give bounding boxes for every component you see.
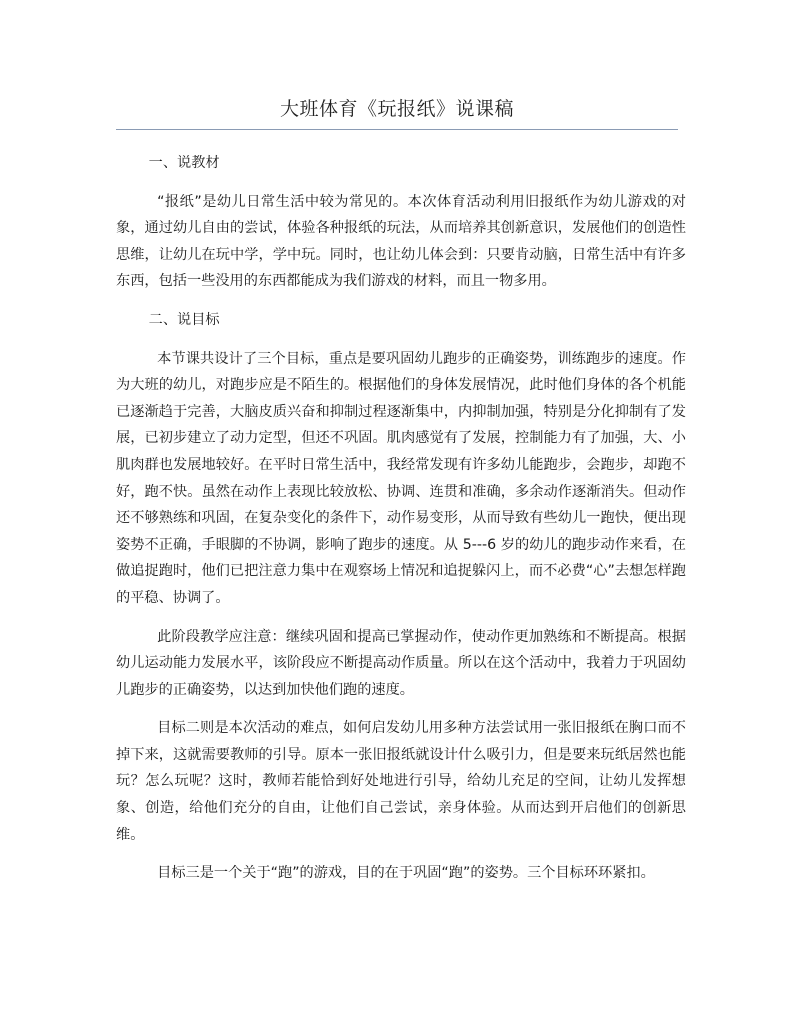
paragraph: 目标二则是本次活动的难点，如何启发幼儿用多种方法尝试用一张旧报纸在胸口而不掉下来，这就需要教师的引导。原本一张旧报纸就设计什么吸引力，但是要来玩纸居然也能玩？怎么玩呢？这时，教师若能恰到好处地进行引导，给幼儿充足的空间，让幼儿发挥想象、创造，给他们充分的自由，让他们自己尝试，亲身体验。从而达到开启他们的创新思维。 xyxy=(116,720,686,843)
title-divider xyxy=(116,129,678,130)
section-heading: 二、说目标 xyxy=(148,311,220,328)
document-title: 大班体育《玩报纸》说课稿 xyxy=(279,98,514,120)
paragraph: 此阶段教学应注意：继续巩固和提高已掌握动作，使动作更加熟练和不断提高。根据幼儿运动能力发展水平，该阶段应不断提高动作质量。所以在这个活动中，我着力于巩固幼儿跑步的正确姿势，以达到加快他们跑的速度。 xyxy=(116,628,686,698)
section-heading: 一、说教材 xyxy=(148,155,220,171)
paragraph: 目标三是一个关于“跑”的游戏，目的在于巩固“跑”的姿势。三个目标环环紧扣。 xyxy=(157,865,655,882)
document-body xyxy=(116,150,686,899)
paragraph: “报纸”是幼儿日常生活中较为常见的。本次体育活动利用旧报纸作为幼儿游戏的对象，通过幼儿自由的尝试，体验各种报纸的玩法，从而培养其创新意识，发展他们的创造性思维，让幼儿在玩中学，学中玩。同时，也让幼儿体会到：只要肯动脑，日常生活中有许多东西，包括一些没用的东西都能成为我们游戏的材料，而且一物多用。 xyxy=(116,193,686,290)
paragraph: 本节课共设计了三个目标，重点是要巩固幼儿跑步的正确姿势，训练跑步的速度。作为大班的幼儿，对跑步应是不陌生的。根据他们的身体发展情况，此时他们身体的各个机能已逐渐趋于完善，大脑皮质兴奋和抑制过程逐渐集中，内抑制加强，特别是分化抑制有了发展，已初步建立了动力定型，但还不巩固。肌肉感觉有了发展，控制能力有了加强，大、小肌肉群也发展地较好。在平时日常生活中，我经常发现有许多幼儿能跑步，会跑步，却跑不好，跑不快。虽然在动作上表现比较放松、协调、连贯和准确，多余动作逐渐消失。但动作还不够熟练和巩固，在复杂变化的条件下，动作易变形，从而导致有些幼儿一跑快，便出现姿势不正确，手眼脚的不协调，影响了跑步的速度。从 5---6 岁的幼儿的跑步动作来看，在做追捉跑时，他们已把注意力集中在观察场上情况和追捉躲闪上，而不必费“心”去想怎样跑的平稳、协调了。 xyxy=(116,350,686,606)
